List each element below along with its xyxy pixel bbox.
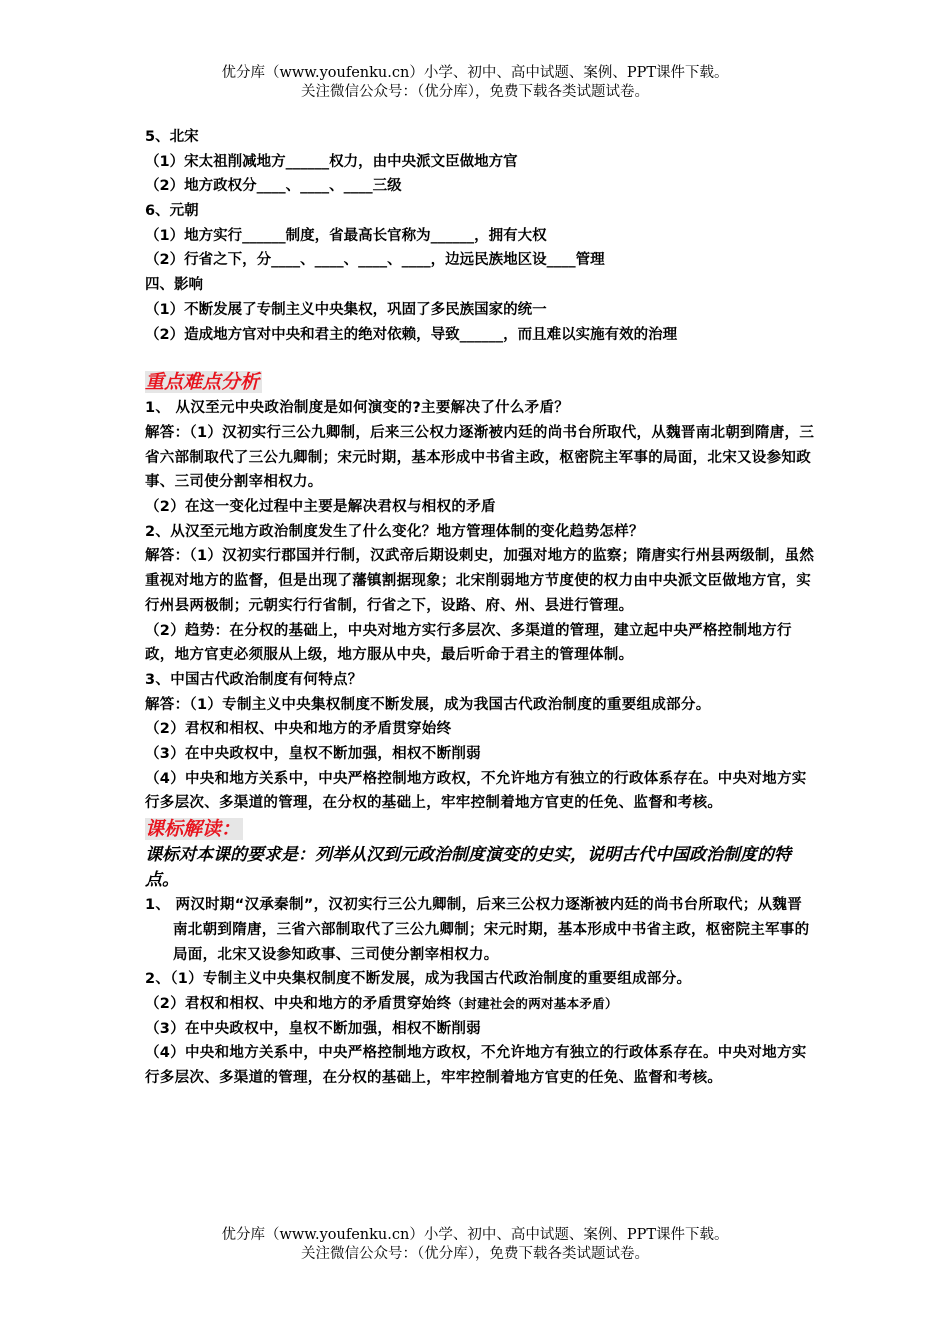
curriculum-item-2-3: （3）在中央政权中，皇权不断加强，相权不断削弱 <box>145 1020 481 1037</box>
curriculum-item-1: 1、 两汉时期“汉承秦制”，汉初实行三公九卿制，后来三公权力逐渐被内廷的尚书台所取代；从魏晋南北朝到隋唐，三省六部制取代了三公九卿制；宋元时期，基本形成中书省主政，枢密院主军事的局面，北宋又设参知政事、三司使分割宰相权力。 <box>145 897 810 963</box>
document-body <box>145 125 815 1091</box>
curriculum-heading: 课标解读： <box>145 816 815 843</box>
curriculum-note: （封建社会的两对基本矛盾） <box>451 995 618 1011</box>
header-line-1: 优分库（www.youfenku.cn）小学、初中、高中试题、案例、PPT课件下载。 <box>221 65 729 81</box>
fill-blank-line: （1）地方实行______制度，省最高长官称为______，拥有大权 <box>145 227 547 244</box>
question-3: 3、中国古代政治制度有何特点？ <box>145 671 363 688</box>
curriculum-item-2-4: （4）中央和地方关系中，中央严格控制地方政权，不允许地方有独立的行政体系存在。中央对地方实行多层次、多渠道的管理，在分权的基础上，牢牢控制着地方官吏的任免、监督和考核。 <box>145 1045 807 1087</box>
answer-1-part-1: 解答：（1）汉初实行三公九卿制，后来三公权力逐渐被内廷的尚书台所取代，从魏晋南北朝到隋唐，三省六部制取代了三公九卿制；宋元时期，基本形成中书省主政，枢密院主军事的局面，北宋又设参知政事、三司使分割宰相权力。 <box>145 424 815 491</box>
question-2: 2、从汉至元地方政治制度发生了什么变化？地方管理体制的变化趋势怎样？ <box>145 523 644 540</box>
question-1: 1、 从汉至元中央政治制度是如何演变的?主要解决了什么矛盾？ <box>145 400 570 417</box>
answer-2-part-1: 解答：（1）汉初实行郡国并行制，汉武帝后期设刺史，加强对地方的监察；隋唐实行州县两级制，虽然重视对地方的监督，但是出现了藩镇割据现象；北宋削弱地方节度使的权力由中央派文臣做地方官，实行州县两极制；元朝实行行省制，行省之下，设路、府、州、县进行管理。 <box>145 548 815 614</box>
answer-3-part-3: （3）在中央政权中，皇权不断加强，相权不断削弱 <box>145 746 481 763</box>
answer-1-part-2: （2）在这一变化过程中主要是解决君权与相权的矛盾 <box>145 499 496 515</box>
fill-blank-line: （2）行省之下，分____、____、____、____，边远民族地区设____管理 <box>145 252 605 269</box>
curriculum-item-2-2: （2）君权和相权、中央和地方的矛盾贯穿始终（封建社会的两对基本矛盾） <box>145 995 618 1012</box>
analysis-heading: 重点难点分析 <box>145 369 815 396</box>
section-heading-yuan: 6、元朝 <box>145 203 199 220</box>
influence-line: （2）造成地方官对中央和君主的绝对依赖，导致______，而且难以实施有效的治理 <box>145 326 678 343</box>
curriculum-item-2: 2、（1）专制主义中央集权制度不断发展，成为我国古代政治制度的重要组成部分。 <box>145 971 692 988</box>
answer-3-part-2: （2）君权和相权、中央和地方的矛盾贯穿始终 <box>145 721 452 738</box>
answer-3-part-1: 解答：（1）专制主义中央集权制度不断发展，成为我国古代政治制度的重要组成部分。 <box>145 696 711 713</box>
page-header <box>0 64 950 102</box>
section-heading-influence: 四、影响 <box>145 277 203 294</box>
footer-line-2: 关注微信公众号：（优分库），免费下载各类试题试卷。 <box>301 1246 649 1262</box>
fill-blank-line: （1）宋太祖削减地方______权力，由中央派文臣做地方官 <box>145 153 518 170</box>
answer-3-part-4: （4）中央和地方关系中，中央严格控制地方政权，不允许地方有独立的行政体系存在。中央对地方实行多层次、多渠道的管理，在分权的基础上，牢牢控制着地方官吏的任免、监督和考核。 <box>145 770 807 812</box>
page-footer <box>0 1226 950 1264</box>
curriculum-intro: 课标对本课的要求是：列举从汉到元政治制度演变的史实，说明古代中国政治制度的特点。 <box>145 845 791 891</box>
header-line-2: 关注微信公众号：（优分库），免费下载各类试题试卷。 <box>301 84 649 100</box>
fill-blank-line: （2）地方政权分____、____、____三级 <box>145 178 402 195</box>
section-heading-beisong: 5、北宋 <box>145 129 199 145</box>
footer-line-1: 优分库（www.youfenku.cn）小学、初中、高中试题、案例、PPT课件下载。 <box>221 1227 729 1243</box>
influence-line: （1）不断发展了专制主义中央集权，巩固了多民族国家的统一 <box>145 301 547 318</box>
answer-2-part-2: （2）趋势：在分权的基础上，中央对地方实行多层次、多渠道的管理，建立起中央严格控制地方行政，地方官吏必须服从上级，地方服从中央，最后听命于君主的管理体制。 <box>145 622 792 664</box>
